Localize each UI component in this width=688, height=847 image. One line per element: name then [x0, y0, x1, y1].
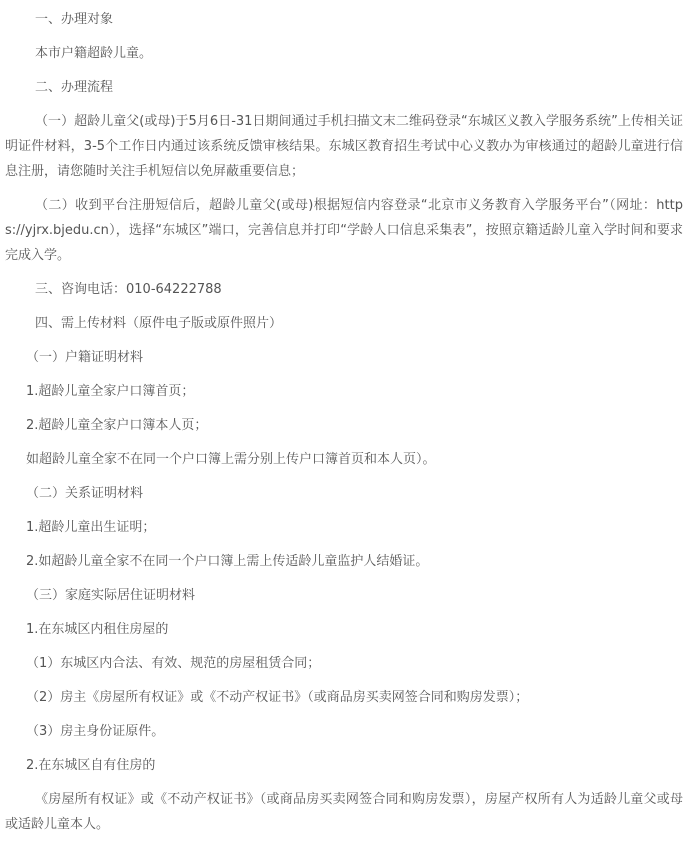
paragraph: 1.在东城区内租住房屋的 — [26, 622, 169, 637]
paragraph: （一）户籍证明材料 — [26, 350, 144, 365]
paragraph: 2.如超龄儿童全家不在同一个户口簿上需上传适龄儿童监护人结婚证。 — [26, 554, 429, 569]
paragraph: （一）超龄儿童父(或母)于5月6日-31日期间通过手机扫描文末二维码登录“东城区义教入学服务系统”上传相关证明证件材料，3-5个工作日内通过该系统反馈审核结果。东城区教育招生考试中心义教办为审核通过的超龄儿童进行信息注册，请您随时关注手机短信以免屏蔽重要信息； — [5, 114, 683, 179]
paragraph: 2.在东城区自有住房的 — [26, 758, 156, 773]
paragraph: 二、办理流程 — [35, 80, 114, 95]
paragraph: 1.超龄儿童全家户口簿首页； — [26, 384, 195, 399]
paragraph: 2.超龄儿童全家户口簿本人页； — [26, 418, 208, 433]
paragraph: 《房屋所有权证》或《不动产权证书》（或商品房买卖网签合同和购房发票），房屋产权所有人为适龄儿童父或母或适龄儿童本人。 — [5, 792, 683, 832]
paragraph: 1.超龄儿童出生证明； — [26, 520, 156, 535]
paragraph: （3）房主身份证原件。 — [26, 724, 165, 739]
paragraph: 四、需上传材料（原件电子版或原件照片） — [35, 316, 283, 331]
paragraph: （三）家庭实际居住证明材料 — [26, 588, 196, 603]
paragraph: （2）房主《房屋所有权证》或《不动产权证书》（或商品房买卖网签合同和购房发票）； — [26, 690, 529, 705]
paragraph: （1）东城区内合法、有效、规范的房屋租赁合同； — [26, 656, 321, 671]
paragraph: 一、办理对象 — [35, 12, 114, 27]
paragraph: （二）收到平台注册短信后，超龄儿童父(或母)根据短信内容登录“北京市义务教育入学服务平台”（网址：https://yjrx.bjedu.cn），选择“东城区”端口，完善信息并打印“学龄人口信息采集表”，按照京籍适龄儿童入学时间和要求完成入学。 — [5, 198, 683, 263]
paragraph: 本市户籍超龄儿童。 — [35, 46, 153, 61]
paragraph: （二）关系证明材料 — [26, 486, 144, 501]
paragraph: 如超龄儿童全家不在同一个户口簿上需分别上传户口簿首页和本人页）。 — [26, 452, 436, 467]
paragraph: 三、咨询电话：010-64222788 — [35, 282, 222, 297]
